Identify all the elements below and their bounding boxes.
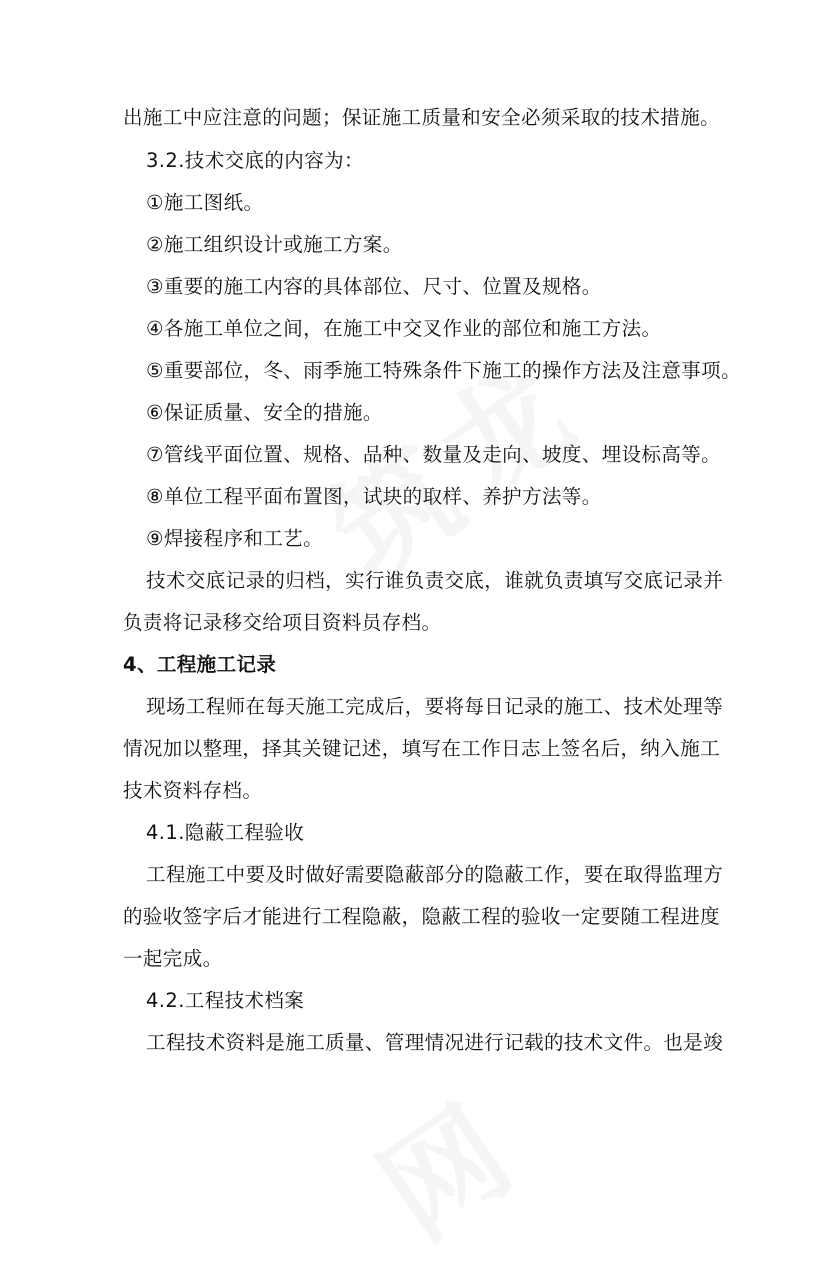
list-item: ③重要的施工内容的具体部位、尺寸、位置及规格。 xyxy=(146,275,602,298)
paragraph-line: 负责将记录移交给项目资料员存档。 xyxy=(123,611,442,634)
list-item: ⑦管线平面位置、规格、品种、数量及走向、坡度、埋设标高等。 xyxy=(146,443,722,466)
paragraph-line: 一起完成。 xyxy=(123,947,223,970)
paragraph-line: 出施工中应注意的问题；保证施工质量和安全必须采取的技术措施。 xyxy=(123,106,721,129)
list-item: ②施工组织设计或施工方案。 xyxy=(146,233,403,256)
section-heading-4-1: 4.1.隐蔽工程验收 xyxy=(146,821,305,844)
list-item: ⑤重要部位，冬、雨季施工特殊条件下施工的操作方法及注意事项。 xyxy=(146,359,741,382)
paragraph-line: 的验收签字后才能进行工程隐蔽，隐蔽工程的验收一定要随工程进度 xyxy=(123,905,721,928)
list-item: ⑧单位工程平面布置图，试块的取样、养护方法等。 xyxy=(146,485,602,508)
list-item: ⑨焊接程序和工艺。 xyxy=(146,527,324,550)
paragraph-line: 工程技术资料是施工质量、管理情况进行记载的技术文件。也是竣 xyxy=(146,1031,724,1054)
list-item: ④各施工单位之间，在施工中交叉作业的部位和施工方法。 xyxy=(146,317,662,340)
paragraph-line: 现场工程师在每天施工完成后，要将每日记录的施工、技术处理等 xyxy=(146,695,724,718)
paragraph-line: 技术交底记录的归档，实行谁负责交底，谁就负责填写交底记录并 xyxy=(146,569,724,592)
paragraph-line: 工程施工中要及时做好需要隐蔽部分的隐蔽工作，要在取得监理方 xyxy=(146,863,724,886)
paragraph-line: 情况加以整理，择其关键记述，填写在工作日志上签名后，纳入施工 xyxy=(123,737,721,760)
watermark xyxy=(342,1061,539,1271)
section-heading-3-2: 3.2.技术交底的内容为： xyxy=(146,149,364,172)
section-heading-4: 4、工程施工记录 xyxy=(123,653,277,676)
paragraph-line: 技术资料存档。 xyxy=(123,779,263,802)
list-item: ①施工图纸。 xyxy=(146,191,264,214)
list-item: ⑥保证质量、安全的措施。 xyxy=(146,401,383,424)
section-heading-4-2: 4.2.工程技术档案 xyxy=(146,989,305,1012)
